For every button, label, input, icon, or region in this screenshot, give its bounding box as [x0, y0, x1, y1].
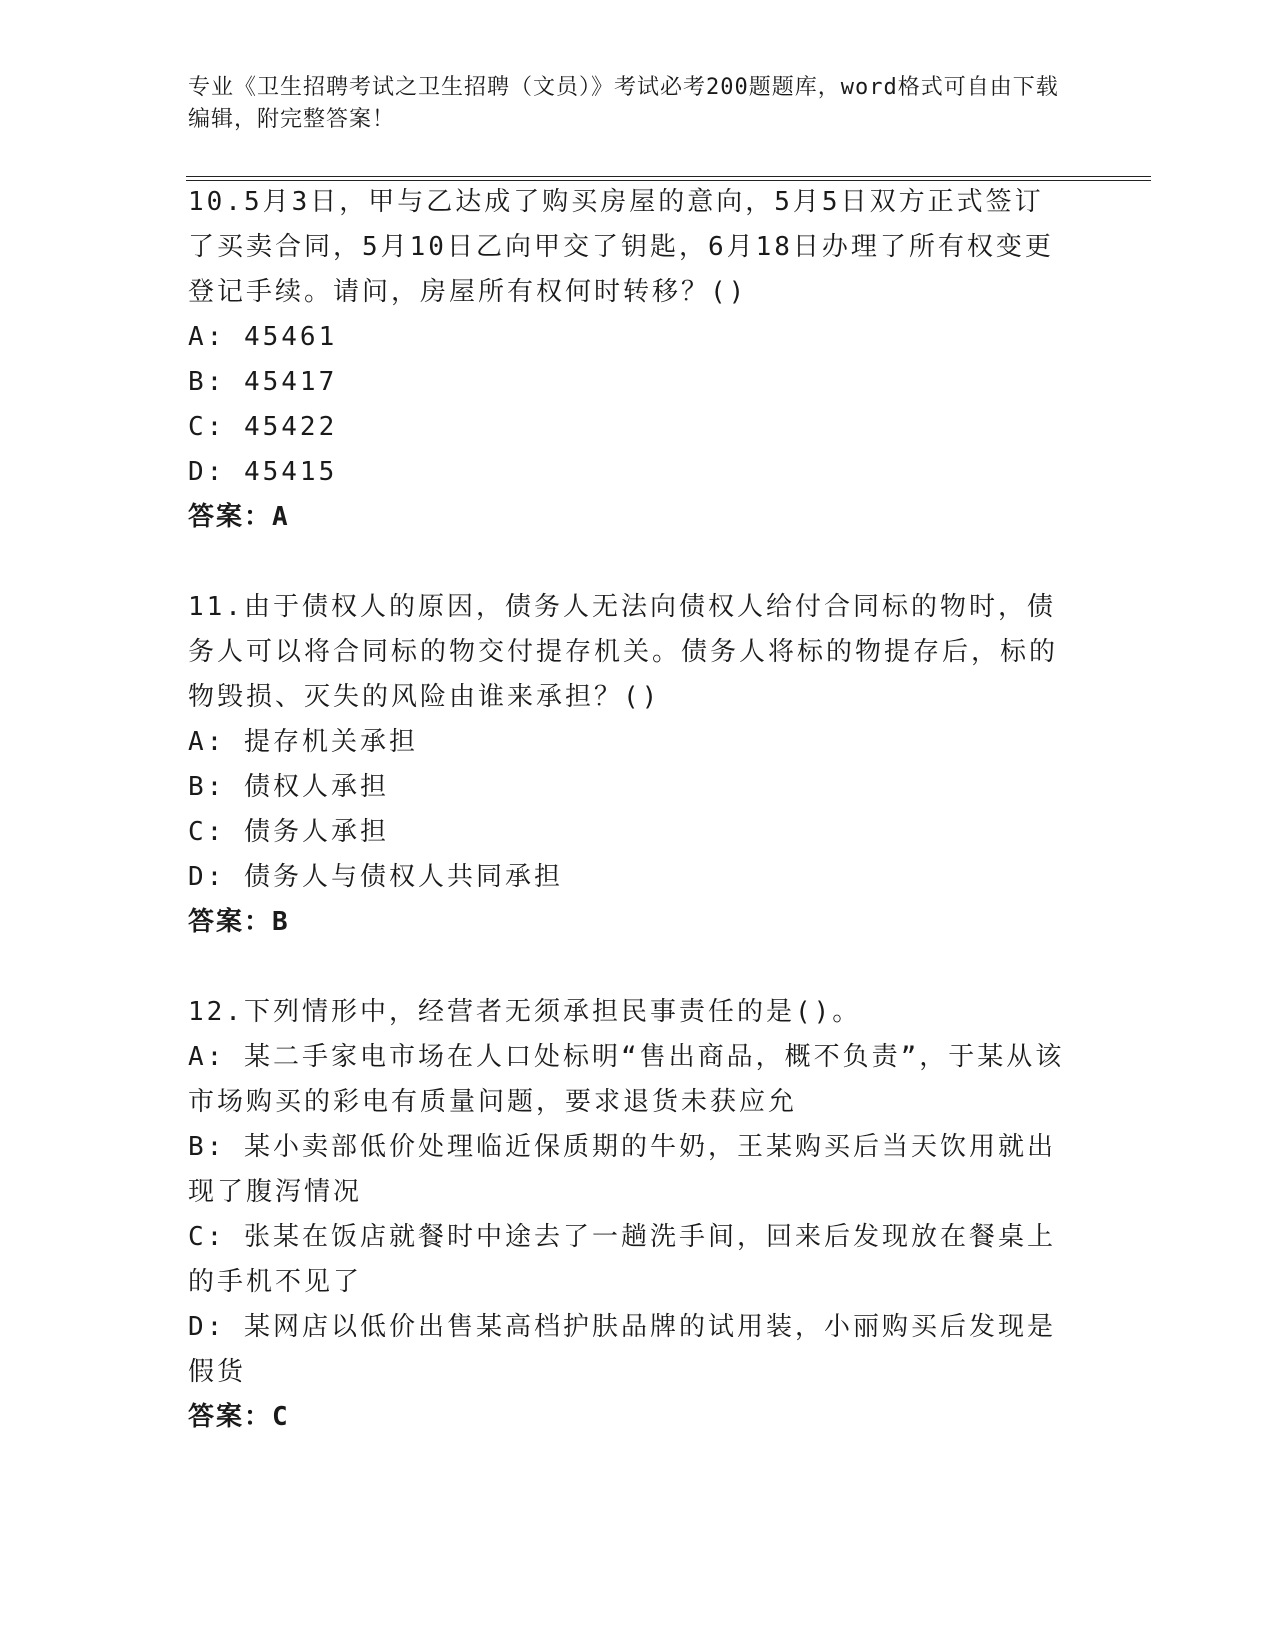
option-c: C: 45422: [188, 412, 338, 442]
question-stem: 11.由于债权人的原因，债务人无法向债权人给付合同标的物时，债务人可以将合同标的物交付提存机关。债务人将标的物提存后，标的物毁损、灭失的风险由谁来承担？(): [188, 592, 1059, 712]
question-stem: 10.5月3日，甲与乙达成了购买房屋的意向，5月5日双方正式签订了买卖合同，5月10日乙向甲交了钥匙，6月18日办理了所有权变更登记手续。请问，房屋所有权何时转移？(): [188, 187, 1054, 307]
option-d: D: 某网店以低价出售某高档护肤品牌的试用装，小丽购买后发现是假货: [188, 1312, 1056, 1387]
answer-value: B: [272, 907, 290, 937]
document-header: 专业《卫生招聘考试之卫生招聘（文员）》考试必考200题题库，word格式可自由下载编辑，附完整答案！: [188, 75, 1059, 132]
answer-label: 答案：: [188, 502, 273, 532]
option-a: A: 45461: [188, 322, 338, 352]
answer-line: [188, 495, 1068, 540]
option-c: C: 债务人承担: [188, 817, 389, 847]
option-b: B: 45417: [188, 367, 338, 397]
option-a: A: 提存机关承担: [188, 727, 418, 757]
answer-value: C: [272, 1402, 290, 1432]
option-d: D: 45415: [188, 457, 338, 487]
answer-line: [188, 1395, 1068, 1440]
option-b: B: 债权人承担: [188, 772, 389, 802]
question-12: [188, 990, 1068, 1440]
option-a: A: 某二手家电市场在人口处标明“售出商品，概不负责”，于某从该市场购买的彩电有质量问题，要求退货未获应允: [188, 1042, 1065, 1117]
answer-line: [188, 900, 1068, 945]
answer-label: 答案：: [188, 1402, 273, 1432]
answer-label: 答案：: [188, 907, 273, 937]
option-b: B: 某小卖部低价处理临近保质期的牛奶，王某购买后当天饮用就出现了腹泻情况: [188, 1132, 1056, 1207]
question-stem: 12.下列情形中，经营者无须承担民事责任的是()。: [188, 997, 862, 1027]
question-10: [188, 180, 1068, 540]
option-c: C: 张某在饭店就餐时中途去了一趟洗手间，回来后发现放在餐桌上的手机不见了: [188, 1222, 1056, 1297]
answer-value: A: [272, 502, 290, 532]
option-d: D: 债务人与债权人共同承担: [188, 862, 563, 892]
question-11: [188, 585, 1068, 945]
